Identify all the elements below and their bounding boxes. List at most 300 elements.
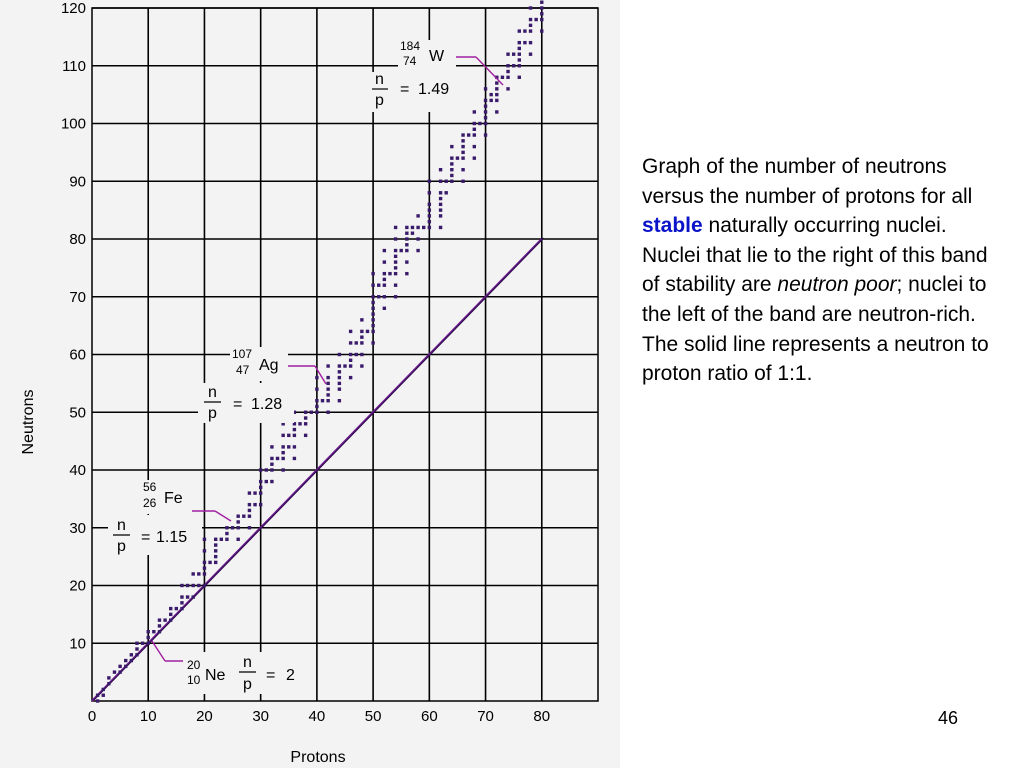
nucleus-point xyxy=(130,653,133,656)
callout-line-fe56-diag xyxy=(215,511,231,521)
nucleus-point xyxy=(180,584,183,587)
nucleus-point xyxy=(473,122,476,125)
y-tick-label: 90 xyxy=(69,173,86,191)
nucleus-point xyxy=(349,376,352,379)
nucleus-point xyxy=(287,434,290,437)
nucleus-point xyxy=(259,468,262,471)
grid-lines xyxy=(92,8,598,701)
unity-line-shadow xyxy=(94,238,544,700)
nucleus-point xyxy=(540,29,543,32)
nucleus-point xyxy=(461,151,464,154)
nucleus-point xyxy=(118,665,121,668)
mass-number-w184: 184 xyxy=(400,39,421,53)
nucleus-point xyxy=(304,434,307,437)
nucleus-point xyxy=(220,538,223,541)
y-tick-label: 110 xyxy=(62,57,86,75)
nucleus-point xyxy=(349,359,352,362)
nucleus-point xyxy=(439,197,442,200)
nucleus-point xyxy=(203,572,206,575)
nucleus-point xyxy=(287,445,290,448)
nucleus-point xyxy=(259,503,262,506)
nucleus-point xyxy=(326,411,329,414)
nucleus-point xyxy=(349,330,352,333)
nucleus-point xyxy=(96,694,99,697)
nucleus-point xyxy=(338,364,341,367)
nucleus-point xyxy=(411,232,414,235)
mass-number-ne20: 20 xyxy=(187,658,201,672)
nucleus-point xyxy=(405,237,408,240)
nucleus-point xyxy=(169,613,172,616)
nucleus-point xyxy=(394,237,397,240)
nucleus-point xyxy=(124,659,127,662)
nucleus-point xyxy=(394,255,397,258)
nucleus-point xyxy=(360,335,363,338)
nucleus-point xyxy=(349,364,352,367)
callout-line-w184-diag xyxy=(476,57,503,85)
nucleus-point xyxy=(360,341,363,344)
nucleus-point xyxy=(377,295,380,298)
nucleus-point xyxy=(236,538,239,541)
nucleus-point xyxy=(186,595,189,598)
symbol-ag107: Ag xyxy=(259,357,279,374)
nucleus-point xyxy=(467,133,470,136)
nucleus-point xyxy=(315,376,318,379)
nucleus-point xyxy=(360,318,363,321)
nucleus-point xyxy=(248,515,251,518)
nucleus-point xyxy=(163,618,166,621)
nucleus-point xyxy=(439,180,442,183)
symbol-fe56: Fe xyxy=(164,490,183,507)
nucleus-point xyxy=(197,572,200,575)
nucleus-point xyxy=(394,272,397,275)
nucleus-point xyxy=(141,642,144,645)
nucleus-point xyxy=(248,509,251,512)
nucleus-point xyxy=(259,480,262,483)
nucleus-point xyxy=(158,618,161,621)
x-tick-labels xyxy=(88,708,550,725)
nucleus-point xyxy=(461,180,464,183)
nucleus-point xyxy=(265,480,268,483)
nucleus-point xyxy=(529,29,532,32)
chart-description xyxy=(642,152,992,389)
y-tick-label: 100 xyxy=(60,115,86,133)
nucleus-point xyxy=(394,266,397,269)
nucleus-point xyxy=(383,295,386,298)
equals-ag107: = xyxy=(233,396,243,413)
nucleus-point xyxy=(281,457,284,460)
nucleus-point xyxy=(360,330,363,333)
y-axis-label: Neutrons xyxy=(20,389,37,455)
neutron-poor-emphasis: neutron poor xyxy=(777,273,897,297)
nucleus-point xyxy=(473,133,476,136)
nucleus-point xyxy=(304,416,307,419)
annotation-ne20 xyxy=(152,641,303,694)
nucleus-point xyxy=(371,272,374,275)
nucleus-point xyxy=(203,538,206,541)
ratio-p-w184: p xyxy=(375,92,384,109)
nucleus-point xyxy=(461,168,464,171)
nucleus-point xyxy=(253,503,256,506)
x-tick-label: 20 xyxy=(196,708,213,725)
nucleus-point xyxy=(439,214,442,217)
nucleus-point xyxy=(456,156,459,159)
nucleus-point xyxy=(388,272,391,275)
nucleus-point xyxy=(371,324,374,327)
nucleus-point xyxy=(428,214,431,217)
x-axis-label: Protons xyxy=(290,749,346,766)
atomic-number-ne20: 10 xyxy=(187,673,201,687)
ratio-value-ne20: 2 xyxy=(286,667,295,684)
nucleus-point xyxy=(338,370,341,373)
y-tick-label: 120 xyxy=(60,0,86,17)
atomic-number-ag107: 47 xyxy=(236,363,250,377)
nucleus-point xyxy=(169,607,172,610)
nucleus-point xyxy=(360,353,363,356)
nucleus-point xyxy=(371,307,374,310)
nucleus-point xyxy=(96,699,99,702)
nucleus-point xyxy=(259,486,262,489)
nucleus-point xyxy=(242,515,245,518)
nucleus-point xyxy=(192,572,195,575)
atomic-number-w184: 74 xyxy=(403,54,417,68)
nucleus-point xyxy=(147,642,150,645)
nucleus-point xyxy=(439,203,442,206)
y-tick-label: 40 xyxy=(69,462,86,479)
nucleus-point xyxy=(304,411,307,414)
nucleus-point xyxy=(281,451,284,454)
nucleus-point xyxy=(214,538,217,541)
nucleus-point xyxy=(439,191,442,194)
nucleus-point xyxy=(394,295,397,298)
nucleus-point xyxy=(450,174,453,177)
nucleus-point xyxy=(298,422,301,425)
nucleus-point xyxy=(518,53,521,56)
ratio-value-w184: 1.49 xyxy=(418,81,450,98)
nucleus-point xyxy=(529,18,532,21)
nucleus-point xyxy=(439,208,442,211)
nucleus-point xyxy=(422,226,425,229)
nucleus-point xyxy=(135,647,138,650)
nucleus-point xyxy=(394,260,397,263)
description-part-1: Graph of the number of neutrons versus the number of protons for all xyxy=(642,155,973,208)
ratio-n-fe56: n xyxy=(117,517,126,534)
nucleus-point xyxy=(371,284,374,287)
atomic-number-fe56: 26 xyxy=(143,496,157,510)
nucleus-point xyxy=(394,284,397,287)
nucleus-point xyxy=(529,24,532,27)
nucleus-point xyxy=(135,653,138,656)
x-tick-label: 50 xyxy=(364,708,382,725)
nucleus-point xyxy=(439,168,442,171)
nucleus-point xyxy=(338,353,341,356)
y-tick-label: 60 xyxy=(69,346,86,364)
nucleus-point xyxy=(473,156,476,159)
nucleus-point xyxy=(405,249,408,252)
nucleus-point xyxy=(236,526,239,529)
nucleus-point xyxy=(315,387,318,390)
nucleus-point xyxy=(349,341,352,344)
nucleus-point xyxy=(394,226,397,229)
nucleus-point xyxy=(405,272,408,275)
nucleus-point xyxy=(270,445,273,448)
nucleus-point xyxy=(484,104,487,107)
nucleus-point xyxy=(270,468,273,471)
nucleus-point xyxy=(428,203,431,206)
nucleus-point xyxy=(366,330,369,333)
nucleus-point xyxy=(405,260,408,263)
nucleus-point xyxy=(416,237,419,240)
nucleus-point xyxy=(518,29,521,32)
nucleus-point xyxy=(158,630,161,633)
nucleus-point xyxy=(428,208,431,211)
nucleus-point xyxy=(518,41,521,44)
nucleus-point xyxy=(158,624,161,627)
nucleus-point xyxy=(203,566,206,569)
nucleus-point xyxy=(428,220,431,223)
x-tick-label: 0 xyxy=(87,708,97,725)
nucleus-point xyxy=(518,47,521,50)
nucleus-point xyxy=(428,226,431,229)
nucleus-point xyxy=(270,457,273,460)
nucleus-point xyxy=(180,607,183,610)
nucleus-point xyxy=(248,503,251,506)
nucleus-point xyxy=(445,191,448,194)
nucleus-point xyxy=(225,526,228,529)
nucleus-point xyxy=(405,243,408,246)
nucleus-point xyxy=(518,58,521,61)
x-tick-label: 80 xyxy=(533,708,551,725)
nucleus-point xyxy=(147,630,150,633)
nucleus-point xyxy=(506,76,509,79)
page-number: 46 xyxy=(938,708,959,728)
nucleus-point xyxy=(270,480,273,483)
nucleus-point xyxy=(214,549,217,552)
mass-number-ag107: 107 xyxy=(232,347,253,361)
nucleus-point xyxy=(169,618,172,621)
nucleus-point xyxy=(529,6,532,9)
nucleus-point xyxy=(214,555,217,558)
nucleus-point xyxy=(197,584,200,587)
nucleus-point xyxy=(445,180,448,183)
nucleus-point xyxy=(461,139,464,142)
nucleus-point xyxy=(478,122,481,125)
ratio-p-ag107: p xyxy=(208,405,217,422)
nucleus-point xyxy=(383,278,386,281)
nucleus-point xyxy=(281,445,284,448)
mass-number-fe56: 56 xyxy=(143,480,157,494)
nucleus-point xyxy=(450,162,453,165)
nucleus-point xyxy=(203,561,206,564)
nucleus-point xyxy=(416,214,419,217)
nucleus-point xyxy=(338,376,341,379)
nucleus-point xyxy=(293,457,296,460)
nucleus-point xyxy=(473,145,476,148)
nucleus-point xyxy=(152,630,155,633)
nucleus-point xyxy=(186,584,189,587)
nucleus-point xyxy=(355,353,358,356)
nucleus-point xyxy=(147,636,150,639)
ratio-value-fe56: 1.15 xyxy=(156,529,188,546)
nucleus-point xyxy=(293,428,296,431)
equals-fe56: = xyxy=(141,529,151,546)
nucleus-point xyxy=(450,168,453,171)
nucleus-point xyxy=(484,110,487,113)
annotation-fe56 xyxy=(108,480,231,555)
nucleus-point xyxy=(130,659,133,662)
nucleus-point xyxy=(506,64,509,67)
nucleus-point xyxy=(236,520,239,523)
nucleus-point xyxy=(203,549,206,552)
nucleus-point xyxy=(495,99,498,102)
nucleus-point xyxy=(529,41,532,44)
nucleus-point xyxy=(248,491,251,494)
nucleus-point xyxy=(416,249,419,252)
nucleus-point xyxy=(253,491,256,494)
x-tick-label: 30 xyxy=(252,708,270,725)
nucleus-point xyxy=(450,145,453,148)
nucleus-point xyxy=(236,515,239,518)
x-tick-label: 60 xyxy=(420,708,438,725)
nucleus-point xyxy=(484,122,487,125)
nucleus-point xyxy=(512,64,515,67)
nucleus-point xyxy=(540,6,543,9)
nucleus-point xyxy=(192,584,195,587)
nucleus-point xyxy=(192,595,195,598)
nucleus-point xyxy=(506,70,509,73)
nucleus-point xyxy=(484,87,487,90)
nucleus-point xyxy=(208,561,211,564)
y-tick-labels xyxy=(61,0,86,652)
nucleus-point xyxy=(484,116,487,119)
nucleus-point xyxy=(102,688,105,691)
nucleus-point xyxy=(540,18,543,21)
nucleus-point xyxy=(118,670,121,673)
nucleus-point xyxy=(383,260,386,263)
nucleus-point xyxy=(265,468,268,471)
nucleus-point xyxy=(281,468,284,471)
nucleus-point xyxy=(411,226,414,229)
y-tick-label: 70 xyxy=(69,288,86,306)
nucleus-point xyxy=(371,330,374,333)
nucleus-point xyxy=(231,526,234,529)
nucleus-point xyxy=(461,133,464,136)
nucleus-point xyxy=(315,411,318,414)
nucleus-point xyxy=(489,99,492,102)
nucleus-point xyxy=(506,53,509,56)
nucleus-point xyxy=(405,232,408,235)
nucleus-point xyxy=(338,387,341,390)
nucleus-point xyxy=(107,682,110,685)
nucleus-point xyxy=(349,353,352,356)
nucleus-point xyxy=(495,110,498,113)
nucleus-point xyxy=(473,128,476,131)
equals-ne20: = xyxy=(266,667,276,684)
nucleus-point xyxy=(214,561,217,564)
nucleus-point xyxy=(113,670,116,673)
nucleus-point xyxy=(310,411,313,414)
nucleus-point xyxy=(225,538,228,541)
nucleus-point xyxy=(135,642,138,645)
nucleus-point xyxy=(343,364,346,367)
x-tick-label: 10 xyxy=(139,708,157,725)
nucleus-point xyxy=(371,341,374,344)
y-tick-label: 10 xyxy=(69,635,86,653)
nucleus-point xyxy=(203,584,206,587)
ratio-n-ne20: n xyxy=(243,654,252,671)
nucleus-point xyxy=(248,526,251,529)
nucleus-point xyxy=(276,457,279,460)
ratio-n-ag107: n xyxy=(208,384,217,401)
nucleus-point xyxy=(518,76,521,79)
nucleus-point xyxy=(371,318,374,321)
nucleus-point xyxy=(355,341,358,344)
nucleus-point xyxy=(495,87,498,90)
nucleus-point xyxy=(495,93,498,96)
nucleus-point xyxy=(523,41,526,44)
description-part-3: ; nuclei to the left of the band are neutron-rich. The solid line represents a neutron to proton ratio of 1:1. xyxy=(642,273,989,386)
nucleus-point xyxy=(371,301,374,304)
nucleus-point xyxy=(489,93,492,96)
nucleus-point xyxy=(416,226,419,229)
stable-nuclei-points xyxy=(96,0,549,703)
nucleus-point xyxy=(529,53,532,56)
nucleus-point xyxy=(293,445,296,448)
nucleus-point xyxy=(304,422,307,425)
nucleus-point xyxy=(484,133,487,136)
nucleus-point xyxy=(540,12,543,15)
nucleus-point xyxy=(259,491,262,494)
nucleus-point xyxy=(270,463,273,466)
nucleus-point xyxy=(506,87,509,90)
nucleus-point xyxy=(450,156,453,159)
nucleus-point xyxy=(326,364,329,367)
nucleus-point xyxy=(315,405,318,408)
nucleus-point xyxy=(534,18,537,21)
nucleus-point xyxy=(326,387,329,390)
nucleus-point xyxy=(383,272,386,275)
x-tick-label: 40 xyxy=(308,708,326,725)
nucleus-point xyxy=(495,81,498,84)
nucleus-point xyxy=(383,307,386,310)
ratio-p-ne20: p xyxy=(243,676,252,693)
symbol-ne20: Ne xyxy=(205,667,226,684)
nucleus-point xyxy=(360,364,363,367)
nucleus-point xyxy=(180,595,183,598)
nucleus-point xyxy=(124,665,127,668)
nucleus-point xyxy=(400,249,403,252)
nucleus-point xyxy=(428,191,431,194)
ratio-p-fe56: p xyxy=(117,538,126,555)
ratio-n-w184: n xyxy=(375,71,384,88)
nucleus-point xyxy=(450,180,453,183)
nucleus-point xyxy=(523,29,526,32)
y-tick-label: 20 xyxy=(69,577,86,595)
nucleus-point xyxy=(102,694,105,697)
nucleus-point xyxy=(315,399,318,402)
description-part-2: naturally occurring nuclei. Nuclei that lie to the right of this band of stability are xyxy=(642,214,988,297)
nucleus-point xyxy=(383,249,386,252)
nucleus-point xyxy=(501,76,504,79)
nucleus-point xyxy=(484,99,487,102)
ratio-value-ag107: 1.28 xyxy=(251,396,283,413)
nucleus-point xyxy=(428,180,431,183)
nucleus-point xyxy=(473,110,476,113)
nucleus-point xyxy=(371,295,374,298)
equals-w184: = xyxy=(400,81,410,98)
nucleus-point xyxy=(540,1,543,4)
nucleus-point xyxy=(326,376,329,379)
symbol-w184: W xyxy=(429,48,445,65)
